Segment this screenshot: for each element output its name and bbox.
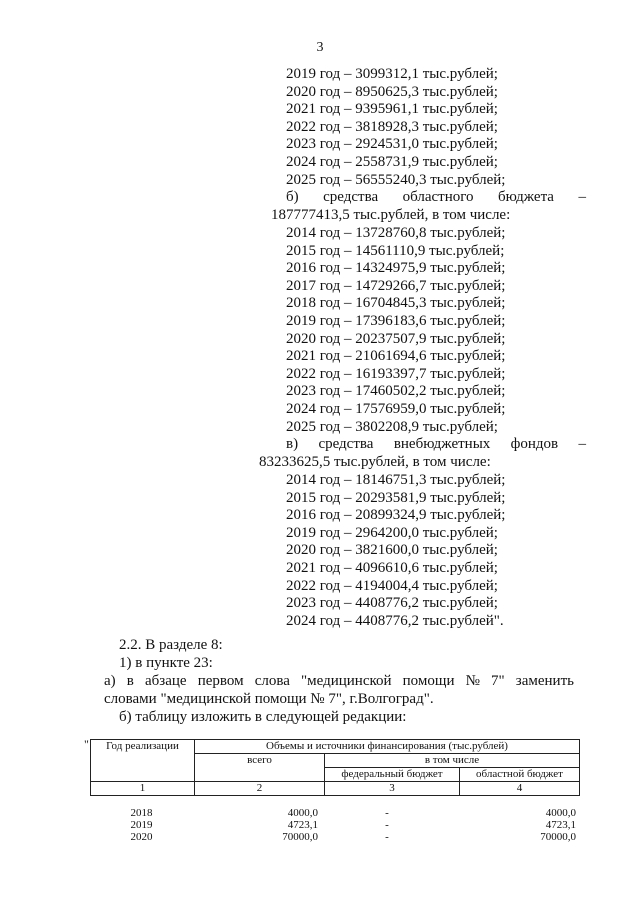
word: абзаце xyxy=(145,673,187,689)
header-year: Год реализации xyxy=(91,740,195,782)
cell-year: 2020 xyxy=(130,831,153,843)
financing-table xyxy=(90,739,580,796)
regional-budget-total: 187777413,5 тыс.рублей, в том числе: xyxy=(271,207,511,223)
list-item: 2023 год – 4408776,2 тыс.рублей; xyxy=(286,595,498,612)
paragraph-a-line2: словами "медицинской помощи № 7", г.Волгоград". xyxy=(104,691,434,707)
extrabudget-heading xyxy=(286,436,586,454)
list-item: 2015 год – 14561110,9 тыс.рублей; xyxy=(286,242,505,259)
list-item: 2016 год – 14324975,9 тыс.рублей; xyxy=(286,260,506,277)
regional-budget-heading xyxy=(286,189,586,207)
word: заменить xyxy=(515,673,574,689)
list-item: 2020 год – 8950625,3 тыс.рублей; xyxy=(286,83,498,100)
page-number: 3 xyxy=(316,40,324,55)
list-item: 2025 год – 3802208,9 тыс.рублей; xyxy=(286,418,498,435)
list-item: 2014 год – 18146751,3 тыс.рублей; xyxy=(286,472,506,488)
header-including: в том числе xyxy=(325,754,580,768)
col-number: 4 xyxy=(460,782,580,796)
list-item: 2023 год – 2924531,0 тыс.рублей; xyxy=(286,136,498,153)
extrabudget-years xyxy=(286,472,586,630)
word: а) xyxy=(104,673,116,689)
cell-year: 2019 xyxy=(130,819,153,831)
list-item: 2021 год – 21061694,6 тыс.рублей; xyxy=(286,348,506,365)
cell-total: 4723,1 xyxy=(287,819,318,831)
list-item: 2025 год – 56555240,3 тыс.рублей; xyxy=(286,171,506,188)
list-item: 2022 год – 16193397,7 тыс.рублей; xyxy=(286,365,506,382)
heading-word: – xyxy=(578,436,586,452)
paragraph-b: б) таблицу изложить в следующей редакции: xyxy=(119,709,407,725)
heading-word: средства xyxy=(318,436,374,452)
word: "медицинской xyxy=(301,673,392,689)
table-row xyxy=(90,807,580,819)
list-item: 2016 год – 20899324,9 тыс.рублей; xyxy=(286,507,506,524)
list-item: 2019 год – 17396183,6 тыс.рублей; xyxy=(286,312,506,329)
list-item: 2020 год – 20237507,9 тыс.рублей; xyxy=(286,330,506,347)
word: № xyxy=(465,673,480,689)
cell-federal: - xyxy=(385,831,389,843)
cell-regional: 4723,1 xyxy=(545,819,576,831)
cell-federal: - xyxy=(385,807,389,819)
list-item: 2019 год – 3099312,1 тыс.рублей; xyxy=(286,66,498,82)
heading-word: внебюджетных xyxy=(393,436,491,452)
list-item: 2017 год – 14729266,7 тыс.рублей; xyxy=(286,277,506,294)
opening-quote: " xyxy=(84,737,89,751)
list-item: 2022 год – 4194004,4 тыс.рублей; xyxy=(286,577,498,594)
heading-word: областного xyxy=(402,189,474,205)
col-number: 1 xyxy=(91,782,195,796)
list-item: 2019 год – 2964200,0 тыс.рублей; xyxy=(286,524,498,541)
list-item: 2024 год – 17576959,0 тыс.рублей; xyxy=(286,400,506,417)
list-item: 2020 год – 3821600,0 тыс.рублей; xyxy=(286,542,498,559)
table-row xyxy=(90,819,580,831)
list-item: 2021 год – 4096610,6 тыс.рублей; xyxy=(286,559,498,576)
cell-year: 2018 xyxy=(130,807,153,819)
heading-word: фондов xyxy=(510,436,559,452)
heading-word: – xyxy=(578,189,586,205)
heading-word: б) xyxy=(286,189,299,205)
cell-total: 4000,0 xyxy=(287,807,318,819)
list-item: 2021 год – 9395961,1 тыс.рублей; xyxy=(286,101,498,118)
header-volumes: Объемы и источники финансирования (тыс.рублей) xyxy=(195,740,580,754)
cell-federal: - xyxy=(385,819,389,831)
list-item: 2015 год – 20293581,9 тыс.рублей; xyxy=(286,489,506,506)
cell-regional: 4000,0 xyxy=(545,807,576,819)
word: слова xyxy=(254,673,290,689)
word: первом xyxy=(197,673,244,689)
list-item: 2018 год – 16704845,3 тыс.рублей; xyxy=(286,295,506,312)
regional-budget-years xyxy=(286,225,586,436)
extrabudget-total: 83233625,5 тыс.рублей, в том числе: xyxy=(259,454,491,470)
list-item: 2024 год – 2558731,9 тыс.рублей; xyxy=(286,153,498,170)
list-item: 2022 год – 3818928,3 тыс.рублей; xyxy=(286,118,498,135)
list-item: 2014 год – 13728760,8 тыс.рублей; xyxy=(286,225,506,241)
list-item: 2023 год – 17460502,2 тыс.рублей; xyxy=(286,383,506,400)
word: помощи xyxy=(402,673,455,689)
word: в xyxy=(126,673,134,689)
section-title: 2.2. В разделе 8: xyxy=(119,637,223,653)
heading-word: средства xyxy=(323,189,379,205)
cell-regional: 70000,0 xyxy=(540,831,576,843)
col-number: 2 xyxy=(195,782,325,796)
paragraph-a-line1 xyxy=(104,672,574,691)
col-number: 3 xyxy=(325,782,460,796)
heading-word: в) xyxy=(286,436,299,452)
section-item: 1) в пункте 23: xyxy=(119,655,213,671)
table-row xyxy=(90,831,580,843)
heading-word: бюджета xyxy=(498,189,554,205)
cell-total: 70000,0 xyxy=(282,831,318,843)
header-regional: областной бюджет xyxy=(460,768,580,782)
header-total: всего xyxy=(195,754,325,782)
list-item: 2024 год – 4408776,2 тыс.рублей". xyxy=(286,612,504,629)
word: 7" xyxy=(491,673,505,689)
table-body xyxy=(90,807,580,843)
header-federal: федеральный бюджет xyxy=(325,768,460,782)
federal-budget-years xyxy=(286,66,586,189)
